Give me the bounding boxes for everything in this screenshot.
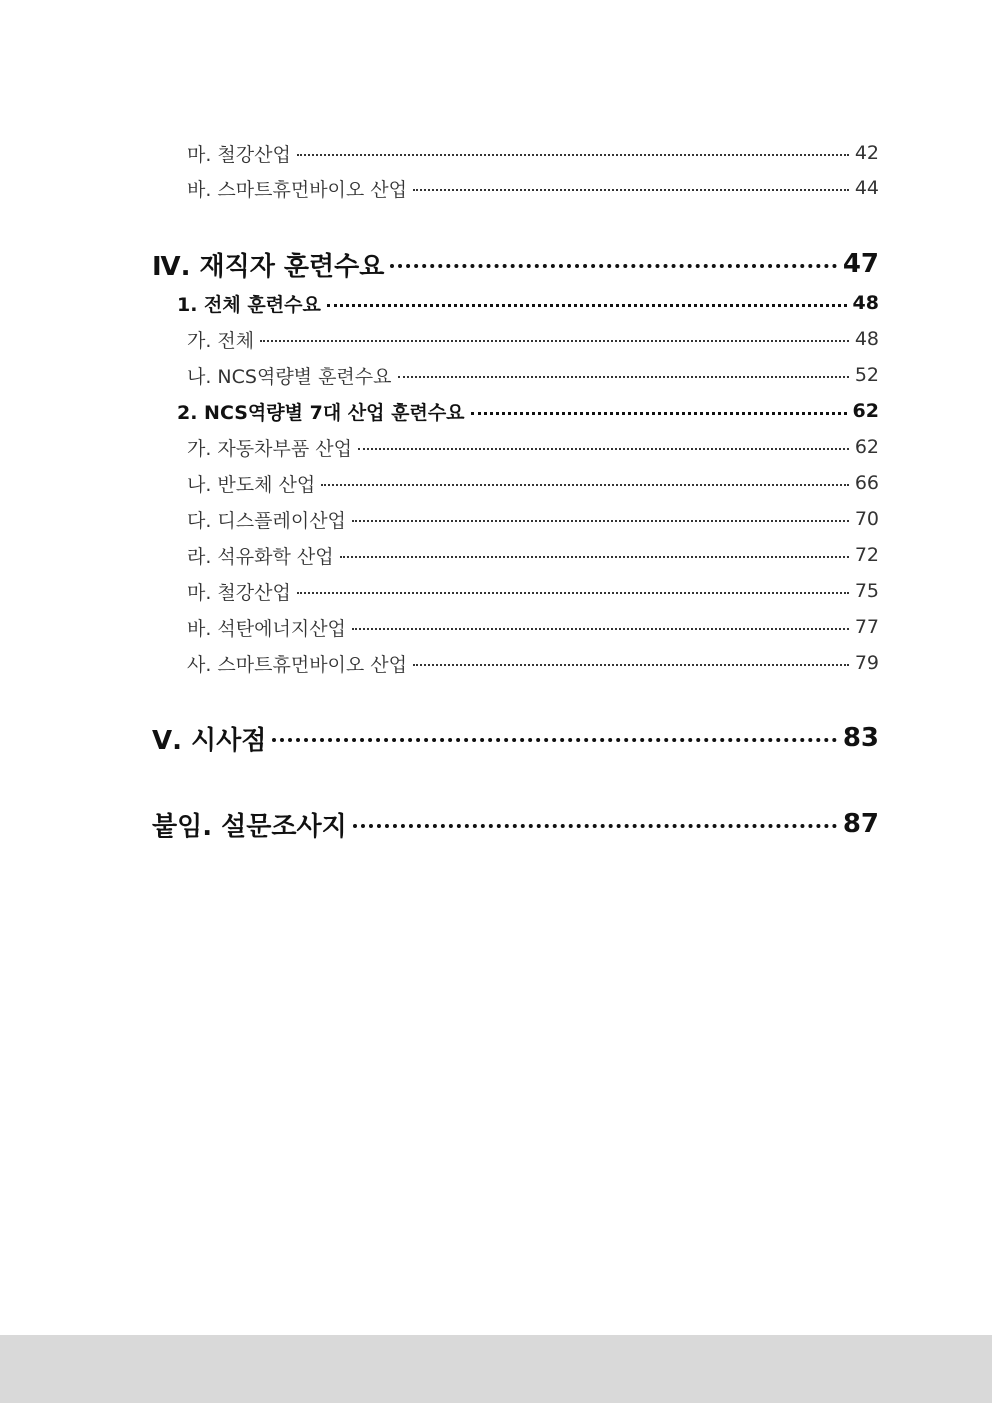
toc-page-number: 75 bbox=[854, 580, 879, 602]
toc-entry-title: 마. 철강산업 bbox=[187, 581, 291, 604]
toc-section-title: 1. 전체 훈련수요 bbox=[177, 293, 321, 316]
toc-entry-overall[interactable] bbox=[187, 325, 879, 353]
toc-page-number: 77 bbox=[854, 616, 879, 638]
toc-chapter-title: Ⅳ. 재직자 훈련수요 bbox=[152, 251, 385, 282]
dot-leader bbox=[358, 448, 849, 450]
toc-appendix[interactable] bbox=[152, 804, 879, 844]
toc-entry-title: 마. 철강산업 bbox=[187, 143, 291, 166]
toc-entry-semiconductor[interactable] bbox=[187, 469, 879, 497]
footer-band bbox=[0, 1335, 992, 1403]
toc-page-number: 70 bbox=[854, 508, 879, 530]
toc-page-number: 44 bbox=[854, 177, 879, 199]
toc-entry-steel[interactable] bbox=[187, 577, 879, 605]
toc-page-number: 48 bbox=[854, 328, 879, 350]
toc-page-number: 66 bbox=[854, 472, 879, 494]
toc-entry-title: 사. 스마트휴먼바이오 산업 bbox=[187, 653, 408, 676]
dot-leader bbox=[352, 628, 849, 630]
dot-leader bbox=[390, 264, 836, 268]
toc-page-number: 83 bbox=[842, 723, 879, 753]
dot-leader bbox=[353, 824, 837, 828]
dot-leader bbox=[321, 484, 849, 486]
toc-entry-petrochemical[interactable] bbox=[187, 541, 879, 569]
dot-leader bbox=[272, 738, 836, 742]
dot-leader bbox=[352, 520, 849, 522]
toc-section-2[interactable] bbox=[177, 397, 879, 425]
toc-entry-title: 다. 디스플레이산업 bbox=[187, 509, 346, 532]
toc-chapter-title: 붙임. 설문조사지 bbox=[152, 811, 347, 842]
toc-section-1[interactable] bbox=[177, 289, 879, 317]
toc-entry-coal-energy[interactable] bbox=[187, 613, 879, 641]
dot-leader bbox=[340, 556, 849, 558]
toc-entry-title: 나. 반도체 산업 bbox=[187, 473, 316, 496]
toc-page-number: 79 bbox=[854, 652, 879, 674]
toc-entry-ncs-competency[interactable] bbox=[187, 361, 879, 389]
toc-entry-title: 나. NCS역량별 훈련수요 bbox=[187, 365, 392, 388]
dot-leader bbox=[398, 376, 849, 378]
toc-chapter-title: Ⅴ. 시사점 bbox=[152, 725, 267, 756]
dot-leader bbox=[413, 189, 849, 191]
toc-entry-smart-human-bio[interactable] bbox=[187, 174, 879, 202]
toc-entry-smart-human-bio-2[interactable] bbox=[187, 649, 879, 677]
toc-page-number: 52 bbox=[854, 364, 879, 386]
toc-chapter-4[interactable] bbox=[152, 244, 879, 284]
toc-entry-title: 바. 석탄에너지산업 bbox=[187, 617, 346, 640]
toc-entry-title: 바. 스마트휴먼바이오 산업 bbox=[187, 178, 408, 201]
toc-page-number: 87 bbox=[842, 809, 879, 839]
dot-leader bbox=[471, 412, 847, 415]
dot-leader bbox=[413, 664, 849, 666]
dot-leader bbox=[297, 154, 849, 156]
toc-entry-title: 라. 석유화학 산업 bbox=[187, 545, 334, 568]
toc-entry-title: 가. 전체 bbox=[187, 329, 255, 352]
toc-entry-auto-parts[interactable] bbox=[187, 433, 879, 461]
toc-entry-steel-industry[interactable] bbox=[187, 139, 879, 167]
toc-page-number: 62 bbox=[852, 400, 879, 422]
dot-leader bbox=[260, 340, 849, 342]
dot-leader bbox=[297, 592, 849, 594]
toc-entry-title: 가. 자동차부품 산업 bbox=[187, 437, 352, 460]
toc-chapter-5[interactable] bbox=[152, 718, 879, 758]
toc-section-title: 2. NCS역량별 7대 산업 훈련수요 bbox=[177, 401, 465, 424]
toc-entry-display[interactable] bbox=[187, 505, 879, 533]
toc-page-number: 48 bbox=[852, 292, 879, 314]
toc-page-number: 72 bbox=[854, 544, 879, 566]
toc-page-number: 42 bbox=[854, 142, 879, 164]
toc-page-number: 47 bbox=[842, 249, 879, 279]
toc-page-number: 62 bbox=[854, 436, 879, 458]
dot-leader bbox=[327, 304, 847, 307]
